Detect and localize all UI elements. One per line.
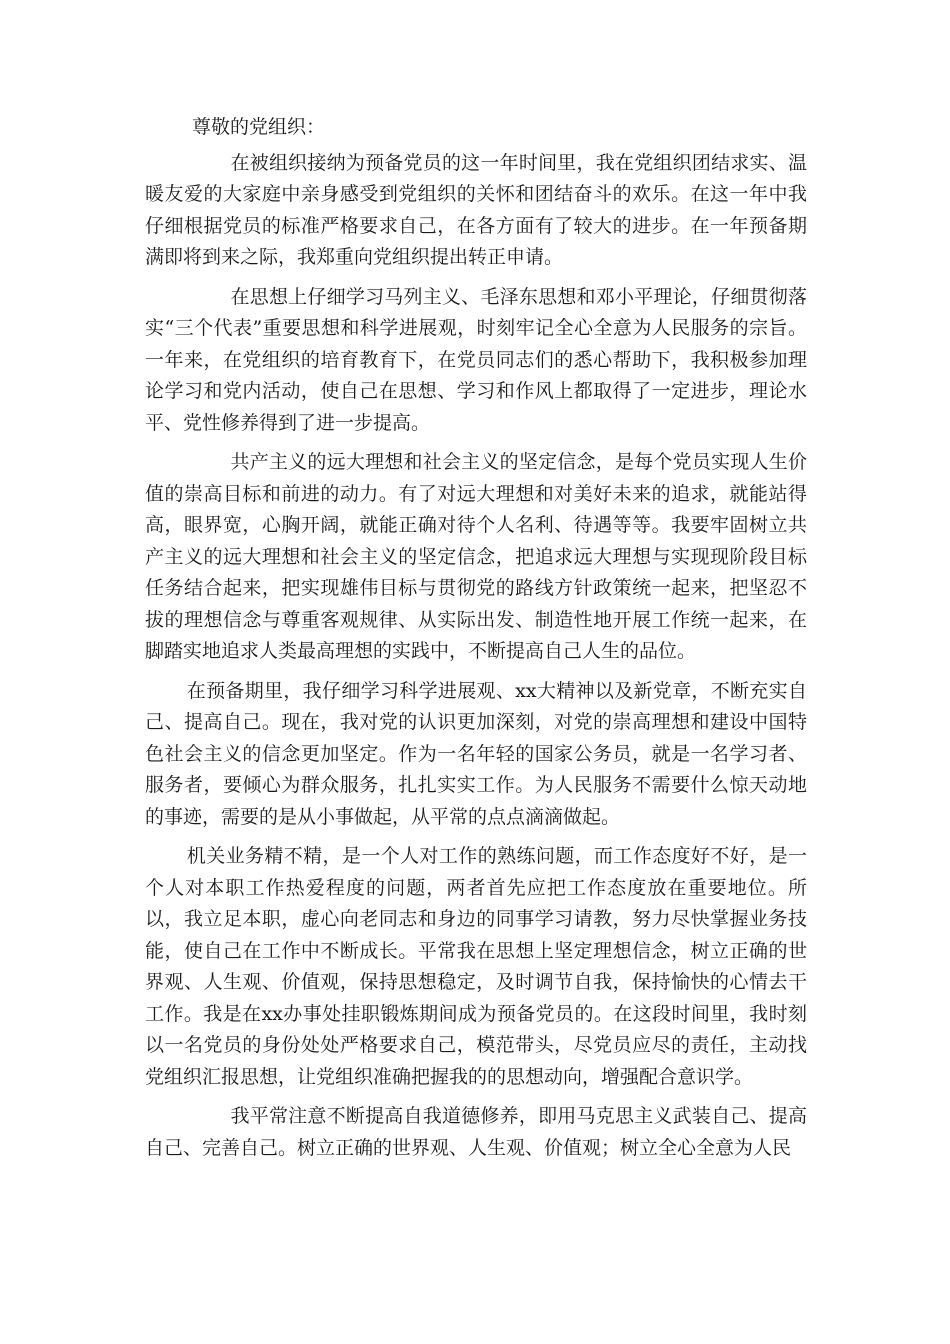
paragraph-4: 在预备期里，我仔细学习科学进展观、xx大精神以及新党章，不断充实自己、提高自己。现在，我对党的认识更加深刻，对党的崇高理想和建设中国特色社会主义的信念更加坚定。作为一名年轻的国家公务员，就是一名学习者、服务者，要倾心为群众服务，扎扎实实工作。为人民服务不需要什么惊天动地的事迹，需要的是从小事做起，从平常的点点滴滴做起。 xyxy=(145,679,807,828)
paragraph-1: 在被组织接纳为预备党员的这一年时间里，我在党组织团结求实、温暖友爱的大家庭中亲身感受到党组织的关怀和团结奋斗的欢乐。在这一年中我仔细根据党员的标准严格要求自己，在各方面有了较大的进步。在一年预备期满即将到来之际，我郑重向党组织提出转正申请。 xyxy=(145,151,807,268)
salutation: 尊敬的党组织： xyxy=(192,116,326,138)
paragraph-3: 共产主义的远大理想和社会主义的坚定信念，是每个党员实现人生价值的崇高目标和前进的动力。有了对远大理想和对美好未来的追求，就能站得高，眼界宽，心胸开阔，就能正确对待个人名利、待遇等等。我要牢固树立共产主义的远大理想和社会主义的坚定信念，把追求远大理想与实现现阶段目标任务结合起来，把实现雄伟目标与贯彻党的路线方针政策统一起来，把坚忍不拔的理想信念与尊重客观规律、从实际出发、制造性地开展工作统一起来，在脚踏实地追求人类最高理想的实践中，不断提高自己人生的品位。 xyxy=(145,451,807,662)
paragraph-5: 机关业务精不精，是一个人对工作的熟练问题，而工作态度好不好，是一个人对本职工作热爱程度的问题，两者首先应把工作态度放在重要地位。所以，我立足本职，虚心向老同志和身边的同事学习请教，努力尽快掌握业务技能，使自己在工作中不断成长。平常我在思想上坚定理想信念，树立正确的世界观、人生观、价值观，保持思想稳定，及时调节自我，保持愉快的心情去干工作。我是在xx办事处挂职锻炼期间成为预备党员的。在这段时间里，我时刻以一名党员的身份处处严格要求自己，模范带头，尽党员应尽的责任，主动找党组织汇报思想，让党组织准确把握我的的思想动向，增强配合意识学。 xyxy=(145,845,807,1088)
paragraph-2: 在思想上仔细学习马列主义、毛泽东思想和邓小平理论，仔细贯彻落实“三个代表”重要思想和科学进展观，时刻牢记全心全意为人民服务的宗旨。一年来，在党组织的培育教育下，在党员同志们的悉心帮助下，我积极参加理论学习和党内活动，使自己在思想、学习和作风上都取得了一定进步，理论水平、党性修养得到了进一步提高。 xyxy=(145,285,807,434)
document-body xyxy=(145,112,807,1172)
paragraph-6: 我平常注意不断提高自我道德修养，即用马克思主义武装自己、提高自己、完善自己。树立正确的世界观、人生观、价值观；树立全心全意为人民 xyxy=(145,1105,807,1159)
